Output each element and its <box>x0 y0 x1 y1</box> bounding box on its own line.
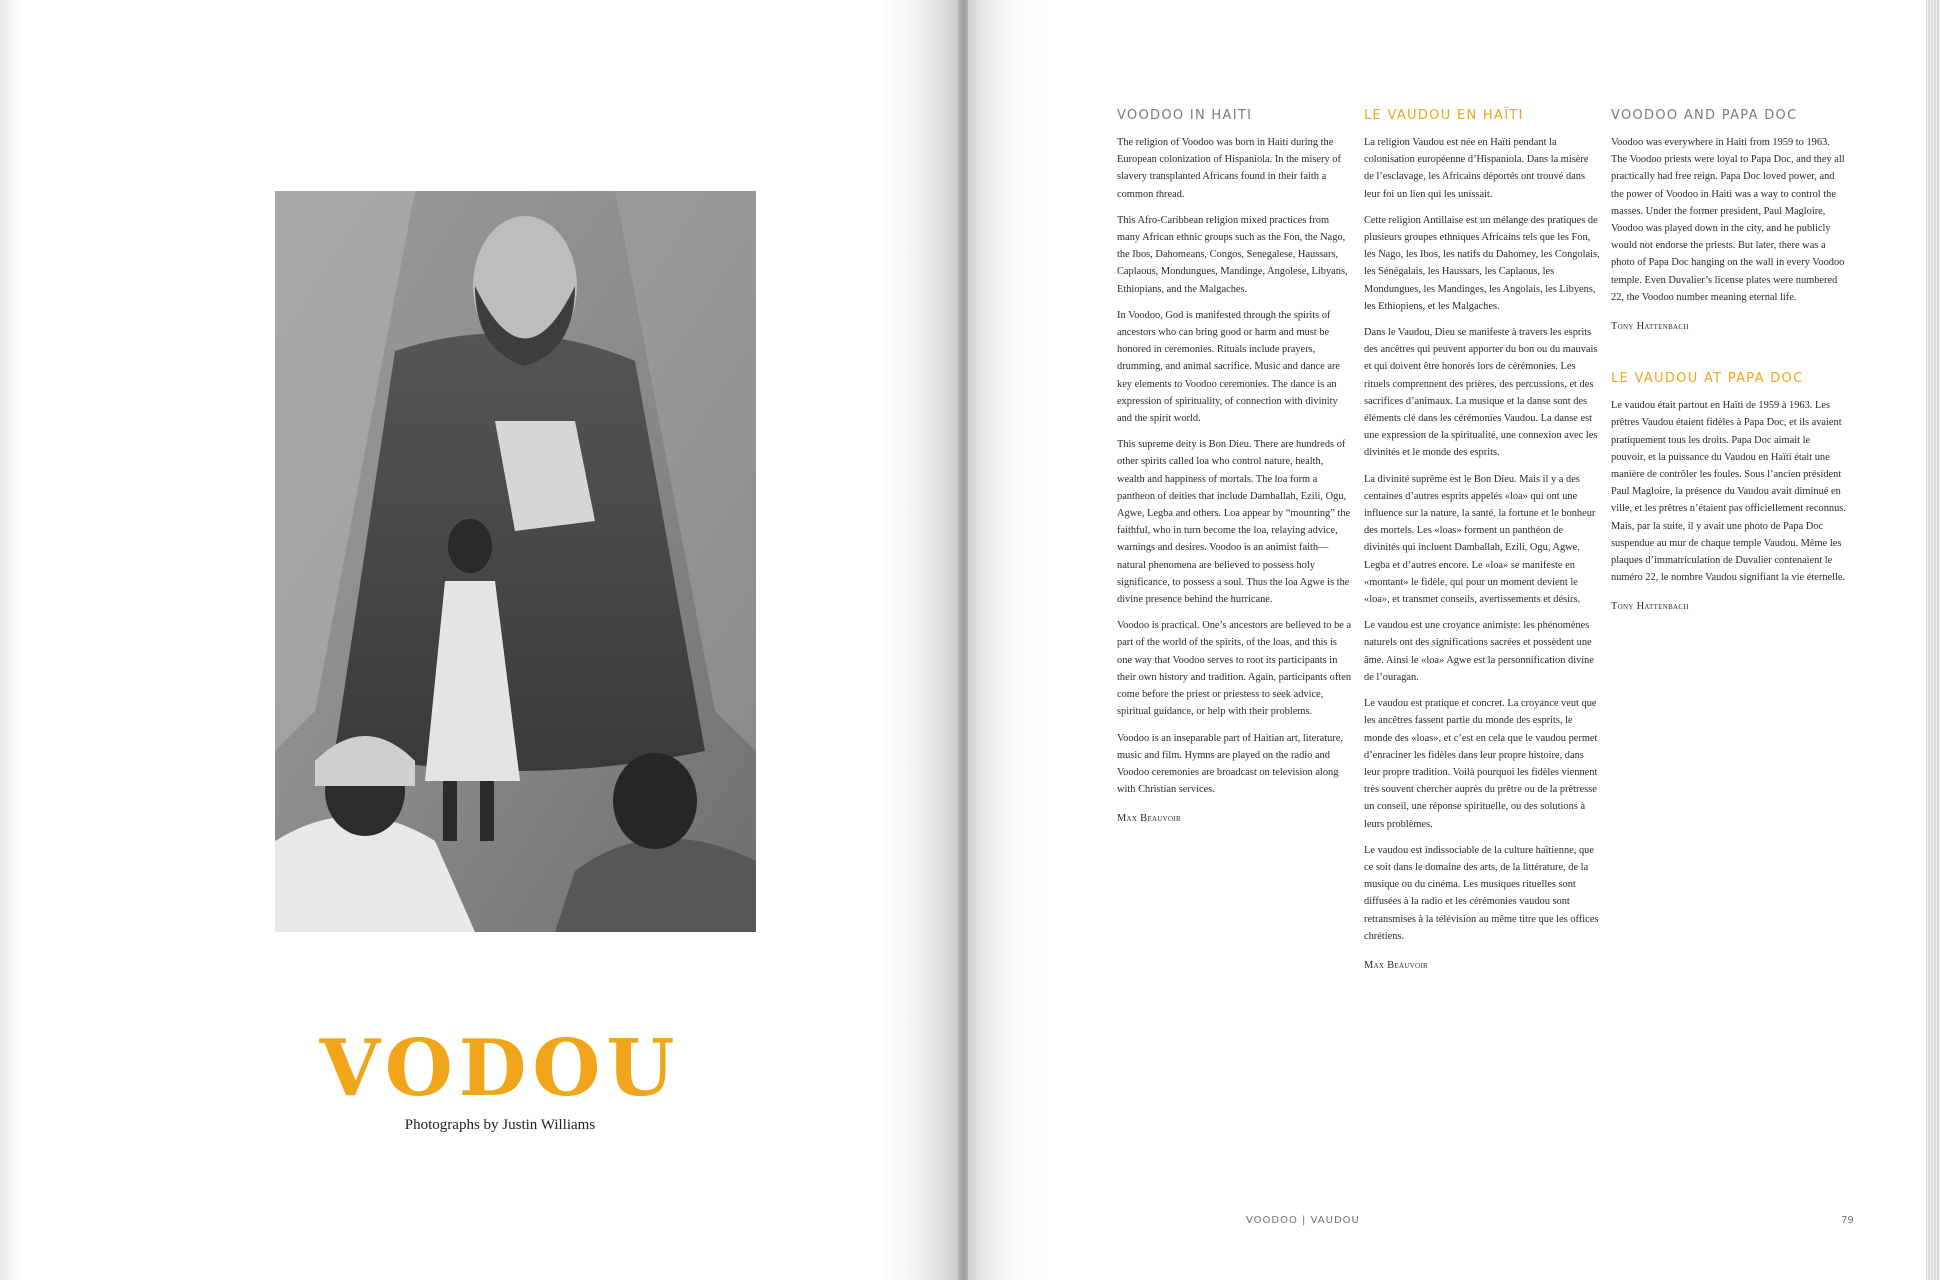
article-column-1 <box>1117 107 1353 837</box>
article-column-2 <box>1364 107 1600 983</box>
photo-illustration <box>275 191 756 932</box>
column-heading: LE VAUDOU EN HAÏTI <box>1364 108 1524 123</box>
paragraph: La divinité suprême est le Bon Dieu. Mais il y a des centaines d’autres esprits appelés «loa» qui ont une influence sur la nature, la santé, la fortune et le bonheur des mortels. Les «loas» forment un panthéon de divinités qui incluent Damballah, Ezili, Ogu, Agwe, Legba et d’autres encore. Le «loa» se manifeste en «montant» le fidèle, qui pour un moment devient le «loa», et transmet conseils, avertissements et désirs. <box>1364 473 1596 606</box>
paragraph: This supreme deity is Bon Dieu. There are hundreds of other spirits called loa who control nature, health, wealth and happiness of mortals. The loa form a pantheon of deities that include Damballah, Ezili, Ogu, Agwe, Legba and others. Loa appear by “mounting” the faithful, who in turn become the loa, relaying advice, warnings and desires. Voodoo is an animist faith—natural phenomena are believed to possess holy significance, to possess a soul. Thus the loa Agwe is the divine presence behind the hurricane. <box>1117 439 1351 606</box>
girl-leg-right <box>480 781 494 841</box>
page-number: 79 <box>1841 1215 1854 1226</box>
paragraph: Cette religion Antillaise est un mélange des pratiques de plusieurs groupes ethniques Africains tels que les Fon, les Nago, les Ibos, les natifs du Dahomey, les Congolais, les Sénégalais, les Haussars, les Caplaous, les Mondungues, les Mandinges, les Angolais, les Libyens, les Ethiopiens, et les Malgaches. <box>1364 214 1600 312</box>
girl-head <box>448 519 492 573</box>
column-heading-secondary: LE VAUDOU AT PAPA DOC <box>1611 371 1804 387</box>
photo-credit: Photographs by Justin Williams <box>404 1117 596 1133</box>
paragraph: Voodoo was everywhere in Haiti from 1959 to 1963. The Voodoo priests were loyal to Papa Doc, and they all practically had free reign. Papa Doc loved power, and the power of Voodoo in Haiti was a way to control the masses. Under the former president, Paul Magloire, Voodoo was played down in the city, and he publicly would not endorse the priests. But later, there was a photo of Papa Doc hanging on the wall in every Voodoo temple. Even Duvalier’s license plates were numbered 22, the Voodoo number meaning eternal life. <box>1611 137 1845 303</box>
paragraph: The religion of Voodoo was born in Haiti during the European colonization of Hispaniola. In the misery of slavery transplanted Africans found in their faith a common thread. <box>1117 137 1341 200</box>
paragraph: Voodoo is an inseparable part of Haitian art, literature, music and film. Hymns are played on the radio and Voodoo ceremonies are broadcast on television along with Christian services. <box>1117 732 1344 796</box>
paragraph: In Voodoo, God is manifested through the spirits of ancestors who can bring good or harm and must be honored in ceremonies. Rituals include prayers, drumming, and animal sacrifice. Music and dance are key elements to Voodoo ceremonies. The dance is an expression of spirituality, of connection with divinity and the spirit world. <box>1117 309 1341 425</box>
author-byline: Max Beauvoir <box>1364 959 1428 971</box>
paragraph: Dans le Vaudou, Dieu se manifeste à travers les esprits des ancêtres qui peuvent apporter du bon ou du mauvais et qui doivent être honorés lors de cérémonies. Les rituels comprennent des prières, des percussions, et des sacrifices d’animaux. La musique et la danse sont des éléments clé dans les cérémonies Vaudou. La danse est une expression de la spiritualité, une connexion avec les divinités et le monde des esprits. <box>1364 327 1598 459</box>
running-footer: VOODOO | VAUDOU <box>1246 1215 1360 1226</box>
left-page <box>0 0 960 1280</box>
author-byline: Tony Hattenbach <box>1611 601 1689 613</box>
feature-photo <box>275 191 756 932</box>
paragraph: Le vaudou est indissociable de la culture haïtienne, que ce soit dans le domaine des arts, de la littérature, de la musique ou du cinéma. Les musiques rituelles sont diffusées à la radio et les cérémonies vaudou sont retransmises à la télévision au même titre que les offices chrétiens. <box>1364 844 1599 942</box>
paragraph: Le vaudou était partout en Haïti de 1959 à 1963. Les prêtres Vaudou étaient fidèles à Papa Doc, et ils avaient pratiquement tous les droits. Papa Doc aimait le pouvoir, et la puissance du Vaudou en Haïti était une manière de contrôler les foules. Sous l’ancien président Paul Magloire, la présence du Vaudou avait diminué en ville, et les prêtres n’étaient pas officiellement reconnus. Mais, par la suite, il y avait une photo de Papa Doc suspendue au mur de chaque temple Vaudou. Même les plaques d’immatriculation de Duvalier contenaient le numéro 22, le nombre Vaudou signifiant la vie éternelle. <box>1611 400 1846 584</box>
section-spacer <box>1611 344 1847 370</box>
woman-head <box>613 753 697 849</box>
article-column-3 <box>1611 107 1847 625</box>
paragraph: Le vaudou est pratique et concret. La croyance veut que les ancêtres fassent partie du monde des esprits, le monde des «loas», et c’est en cela que le vaudou permet d’enraciner les fidèles dans leur propre histoire, dans leur propre tradition. Voilà pourquoi les fidèles viennent très souvent chercher auprès du prêtre ou de la prêtresse un conseil, une réponse spirituelle, ou des solutions à leurs problèmes. <box>1364 698 1598 830</box>
author-byline: Max Beauvoir <box>1117 813 1181 825</box>
feature-title: VODOU <box>319 1023 681 1114</box>
paragraph: Le vaudou est une croyance animiste: les phénomènes naturels ont des significations sacrées et possèdent une âme. Ainsi le «loa» Agwe est la personnification divine de l’ouragan. <box>1364 620 1594 683</box>
column-heading: VOODOO IN HAITI <box>1117 108 1253 123</box>
girl-leg-left <box>443 781 457 841</box>
paragraph: Voodoo is practical. One’s ancestors are believed to be a part of the world of the spirits, of the loas, and this is one way that Voodoo serves to root its participants in their own history and tradition. Again, participants often come before the priest or priestess to seek advice, spiritual guidance, or help with their problems. <box>1117 620 1352 718</box>
author-byline: Tony Hattenbach <box>1611 321 1689 333</box>
paragraph: This Afro-Caribbean religion mixed practices from many African ethnic groups such as the Fon, the Nago, the Ibos, Dahomeans, Congos, Senegalese, Haussars, Caplaous, Mondungues, Mandinge, Angolese, Libyans, Ethiopians, and the Malgaches. <box>1117 214 1348 295</box>
column-heading: VOODOO AND PAPA DOC <box>1611 108 1798 123</box>
paragraph: La religion Vaudou est née en Haïti pendant la colonisation européenne d’Hispaniola. Dans la misère de l’esclavage, les Africains déportés ont trouvé dans leur foi un lien qui les unissait. <box>1364 137 1589 200</box>
